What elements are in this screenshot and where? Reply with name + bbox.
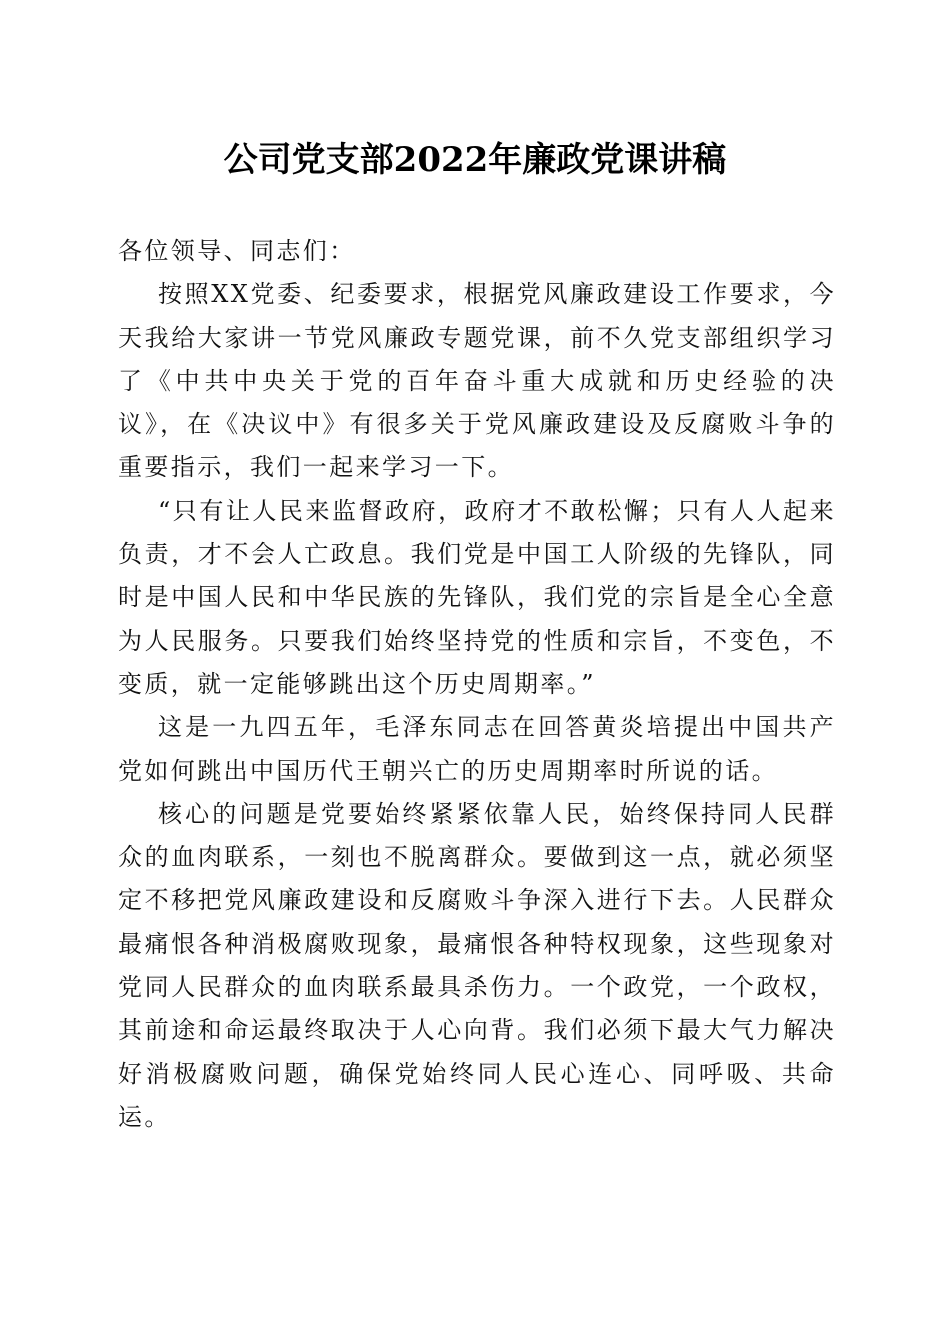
paragraph-2-quote: “只有让人民来监督政府，政府才不敢松懈；只有人人起来负责，才不会人亡政息。我们党是中国工人阶级的先锋队，同时是中国人民和中华民族的先锋队，我们党的宗旨是全心全意为人民服务。只要我们始终坚持党的性质和宗旨，不变色，不变质，就一定能够跳出这个历史周期率。”: [118, 496, 836, 698]
salutation: 各位领导、同志们：: [118, 237, 356, 265]
paragraph-1: 按照XX党委、纪委要求，根据党风廉政建设工作要求，今天我给大家讲一节党风廉政专题党课，前不久党支部组织学习了《中共中央关于党的百年奋斗重大成就和历史经验的决议》，在《决议中》有很多关于党风廉政建设及反腐败斗争的重要指示，我们一起来学习一下。: [118, 280, 836, 482]
paragraph-4: 核心的问题是党要始终紧紧依靠人民，始终保持同人民群众的血肉联系，一刻也不脱离群众。要做到这一点，就必须坚定不移把党风廉政建设和反腐败斗争深入进行下去。人民群众最痛恨各种消极腐败现象，最痛恨各种特权现象，这些现象对党同人民群众的血肉联系最具杀伤力。一个政党，一个政权，其前途和命运最终取决于人心向背。我们必须下最大气力解决好消极腐败问题，确保党始终同人民心连心、同呼吸、共命运。: [118, 799, 836, 1131]
document-title: 公司党支部2022年廉政党课讲稿: [223, 140, 727, 180]
paragraph-3: 这是一九四五年，毛泽东同志在回答黄炎培提出中国共产党如何跳出中国历代王朝兴亡的历史周期率时所说的话。: [118, 713, 836, 785]
document-body: [118, 230, 836, 1139]
